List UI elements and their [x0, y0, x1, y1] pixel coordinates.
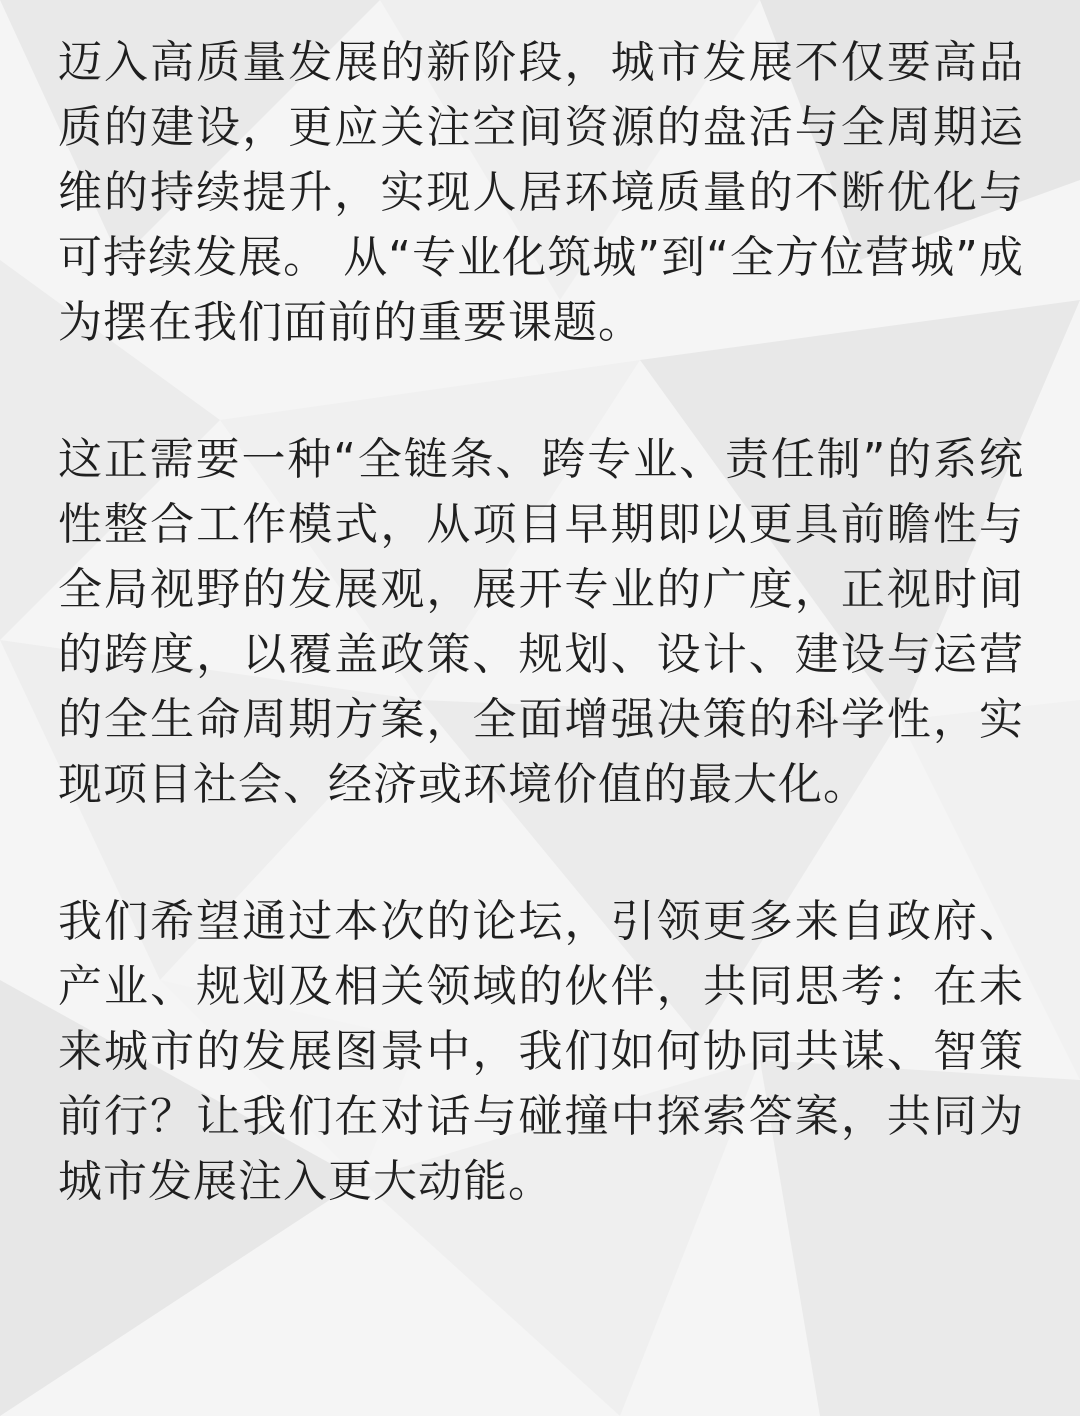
- article-paragraph: 迈入高质量发展的新阶段，城市发展不仅要高品质的建设，更应关注空间资源的盘活与全周期运维的持续提升，实现人居环境质量的不断优化与可持续发展。 从“专业化筑城”到“全方位营城”成为摆在我们面前的重要课题。: [58, 37, 1024, 348]
- article-body: [58, 30, 1024, 1214]
- article-paragraph: 我们希望通过本次的论坛，引领更多来自政府、产业、规划及相关领域的伙伴，共同思考：在未来城市的发展图景中，我们如何协同共谋、智策前行？让我们在对话与碰撞中探索答案，共同为城市发展注入更大动能。: [58, 896, 1024, 1207]
- article-paragraph: 这正需要一种“全链条、跨专业、责任制”的系统性整合工作模式，从项目早期即以更具前瞻性与全局视野的发展观，展开专业的广度，正视时间的跨度，以覆盖政策、规划、设计、建设与运营的全生命周期方案，全面增强决策的科学性，实现项目社会、经济或环境价值的最大化。: [58, 434, 1024, 810]
